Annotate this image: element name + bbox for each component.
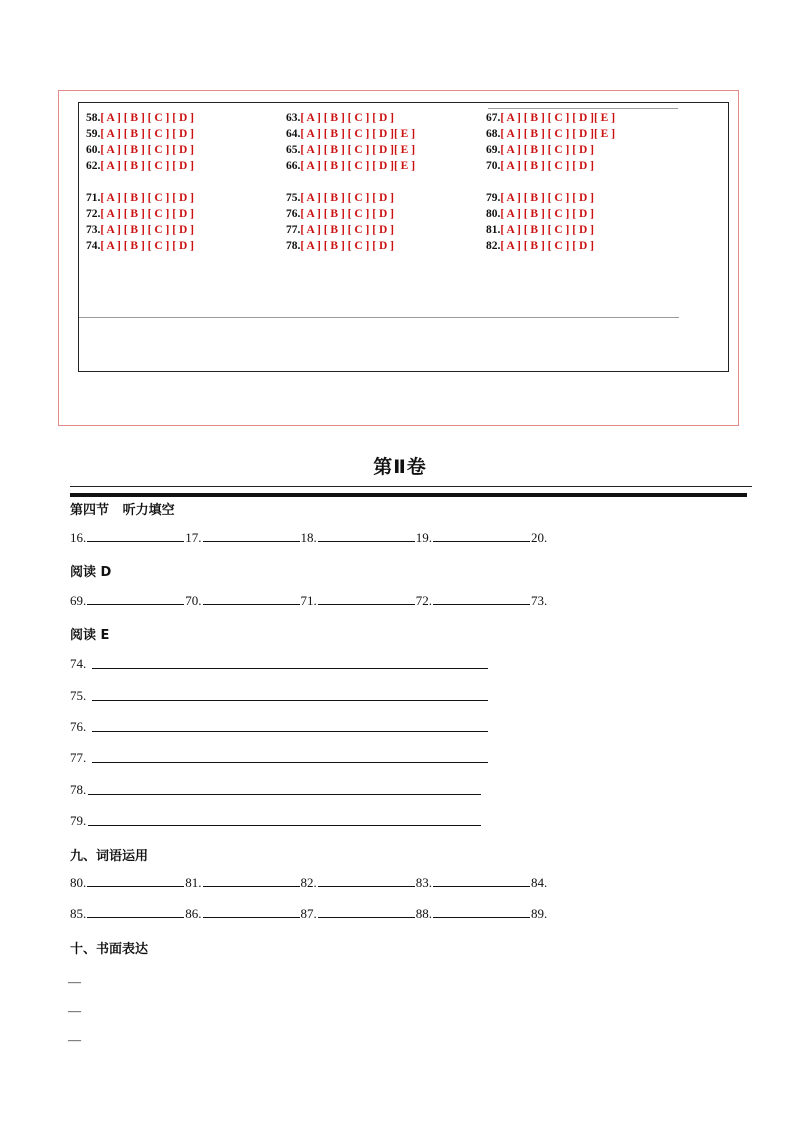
answer-options: [ A ] [ B ] [ C ] [ D ] [300,240,394,252]
answer-blank[interactable] [318,875,415,887]
answer-options: [ A ] [ B ] [ C ] [ D ] [100,112,194,124]
answer-sheet-top-line [488,108,678,109]
writing-line-marker: — [68,1003,81,1018]
question-number: 77. [286,224,301,236]
question-number: 80. [486,208,501,220]
answer-row[interactable] [486,142,594,158]
answer-options: [ A ] [ B ] [ C ] [ D ] [500,160,594,172]
reading-d-answer-row [70,593,547,609]
answer-row[interactable] [286,110,394,126]
answer-row[interactable] [86,206,194,222]
blank-number: 17. [185,530,202,545]
writing-line-marker: — [68,974,81,989]
answer-blank[interactable] [318,593,415,605]
writing-line-marker: — [68,1032,81,1047]
answer-row[interactable] [286,142,415,158]
line-number: 75. [70,688,87,703]
section-heading-reading-e: 阅读 E [70,628,110,643]
blank-number: 86. [185,906,202,921]
question-number: 58. [86,112,101,124]
line-number: 76. [70,719,87,734]
blank-number: 69. [70,593,87,608]
question-number: 71. [86,192,101,204]
line-number: 78. [70,782,87,797]
blank-number: 81. [185,875,202,890]
question-number: 68. [486,128,501,140]
question-number: 79. [486,192,501,204]
answer-row[interactable] [286,222,394,238]
answer-blank[interactable] [203,906,300,918]
answer-options: [ A ] [ B ] [ C ] [ D ] [100,192,194,204]
answer-blank[interactable] [318,530,415,542]
blank-number: 20. [531,530,548,545]
answer-options: [ A ] [ B ] [ C ] [ D ] [300,192,394,204]
question-number: 72. [86,208,101,220]
answer-row[interactable] [86,222,194,238]
section-heading-writing: 十、书面表达 [70,942,149,957]
answer-row[interactable] [286,158,415,174]
blank-number: 88. [415,906,432,921]
blank-number: 16. [70,530,87,545]
answer-row[interactable] [86,126,194,142]
answer-options: [ A ] [ B ] [ C ] [ D ] [500,224,594,236]
reading-e-line [70,656,86,672]
reading-e-line [70,750,86,766]
answer-line[interactable] [92,731,488,732]
question-number: 66. [286,160,301,172]
question-number: 60. [86,144,101,156]
blank-number: 89. [531,906,548,921]
answer-line[interactable] [92,700,488,701]
answer-row[interactable] [86,190,194,206]
answer-options: [ A ] [ B ] [ C ] [ D ] [500,192,594,204]
answer-line[interactable] [88,794,481,795]
blank-number: 85. [70,906,87,921]
answer-options: [ A ] [ B ] [ C ] [ D ][ E ] [300,128,416,140]
answer-row[interactable] [286,126,415,142]
question-number: 63. [286,112,301,124]
question-number: 64. [286,128,301,140]
title-rule-thin [70,486,752,487]
reading-e-line [70,813,86,829]
answer-blank[interactable] [87,593,184,605]
answer-row[interactable] [286,206,394,222]
reading-e-line [70,688,86,704]
answer-line[interactable] [88,825,481,826]
answer-row[interactable] [486,110,615,126]
answer-row[interactable] [486,238,594,254]
answer-row[interactable] [486,190,594,206]
answer-options: [ A ] [ B ] [ C ] [ D ][ E ] [500,128,616,140]
answer-blank[interactable] [433,875,530,887]
answer-row[interactable] [286,190,394,206]
answer-blank[interactable] [87,906,184,918]
blank-number: 71. [300,593,317,608]
section-heading-vocabulary: 九、词语运用 [70,849,149,864]
answer-options: [ A ] [ B ] [ C ] [ D ] [100,224,194,236]
line-number: 74. [70,656,87,671]
question-number: 74. [86,240,101,252]
question-number: 69. [486,144,501,156]
volume-title: 第Ⅱ卷 [373,456,427,478]
answer-row[interactable] [86,238,194,254]
line-number: 79. [70,813,87,828]
reading-e-line [70,719,86,735]
answer-options: [ A ] [ B ] [ C ] [ D ] [100,128,194,140]
blank-number: 70. [185,593,202,608]
answer-line[interactable] [92,668,488,669]
answer-options: [ A ] [ B ] [ C ] [ D ] [100,160,194,172]
question-number: 70. [486,160,501,172]
question-number: 75. [286,192,301,204]
section-heading-reading-d: 阅读 D [70,565,112,580]
answer-options: [ A ] [ B ] [ C ] [ D ][ E ] [500,112,616,124]
answer-row[interactable] [486,126,615,142]
answer-options: [ A ] [ B ] [ C ] [ D ][ E ] [300,160,416,172]
question-number: 78. [286,240,301,252]
vocabulary-answer-row [70,875,547,891]
blank-number: 19. [415,530,432,545]
answer-options: [ A ] [ B ] [ C ] [ D ] [500,208,594,220]
question-number: 65. [286,144,301,156]
answer-sheet-divider [79,317,679,318]
answer-row[interactable] [86,110,194,126]
answer-options: [ A ] [ B ] [ C ] [ D ][ E ] [300,144,416,156]
answer-options: [ A ] [ B ] [ C ] [ D ] [300,112,394,124]
question-number: 59. [86,128,101,140]
question-number: 82. [486,240,501,252]
blank-number: 73. [531,593,548,608]
blank-number: 72. [415,593,432,608]
answer-options: [ A ] [ B ] [ C ] [ D ] [300,224,394,236]
vocabulary-answer-row [70,906,547,922]
question-number: 73. [86,224,101,236]
answer-blank[interactable] [433,906,530,918]
answer-blank[interactable] [318,906,415,918]
blank-number: 87. [300,906,317,921]
answer-options: [ A ] [ B ] [ C ] [ D ] [300,208,394,220]
reading-e-line [70,782,86,798]
answer-line[interactable] [92,762,488,763]
answer-options: [ A ] [ B ] [ C ] [ D ] [100,208,194,220]
answer-options: [ A ] [ B ] [ C ] [ D ] [500,144,594,156]
answer-options: [ A ] [ B ] [ C ] [ D ] [100,144,194,156]
answer-blank[interactable] [203,875,300,887]
answer-row[interactable] [486,222,594,238]
blank-number: 80. [70,875,87,890]
question-number: 76. [286,208,301,220]
blank-number: 18. [300,530,317,545]
answer-blank[interactable] [87,530,184,542]
answer-row[interactable] [486,158,594,174]
answer-blank[interactable] [203,593,300,605]
listening-answer-row [70,530,547,546]
answer-blank[interactable] [87,875,184,887]
answer-blank[interactable] [433,530,530,542]
line-number: 77. [70,750,87,765]
answer-blank[interactable] [203,530,300,542]
question-number: 81. [486,224,501,236]
answer-options: [ A ] [ B ] [ C ] [ D ] [500,240,594,252]
blank-number: 83. [415,875,432,890]
question-number: 67. [486,112,501,124]
answer-row[interactable] [86,158,194,174]
answer-row[interactable] [286,238,394,254]
answer-blank[interactable] [433,593,530,605]
blank-number: 82. [300,875,317,890]
section-heading-listening: 第四节 听力填空 [70,503,175,518]
title-rule-thick [70,493,747,497]
answer-row[interactable] [486,206,594,222]
question-number: 62. [86,160,101,172]
blank-number: 84. [531,875,548,890]
answer-row[interactable] [86,142,194,158]
answer-options: [ A ] [ B ] [ C ] [ D ] [100,240,194,252]
